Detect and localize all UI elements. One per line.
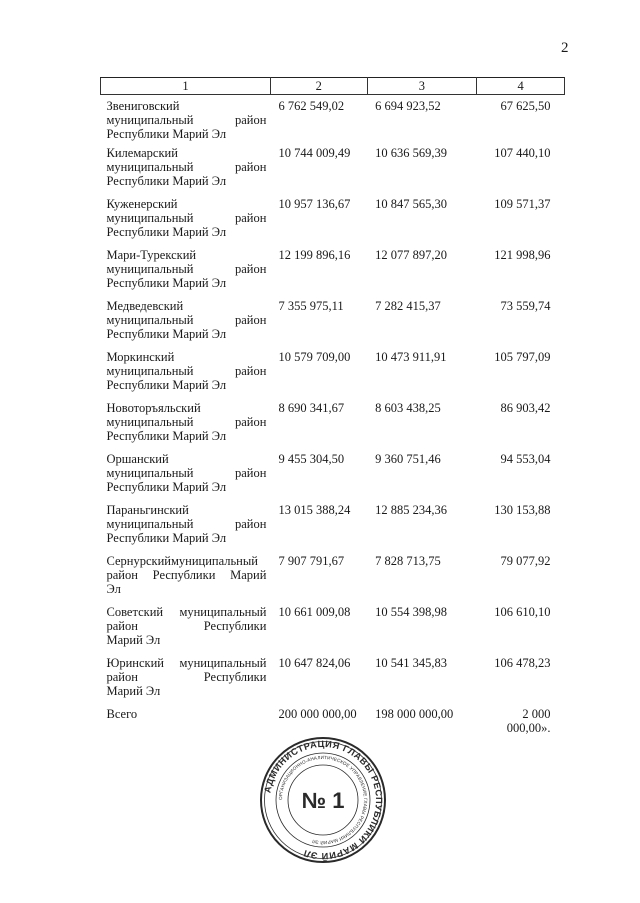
district-name-line: Республики Марий Эл — [106, 479, 227, 494]
amount-col3-cell: 12 077 897,20 — [375, 247, 447, 262]
district-name-line: муниципальный район — [106, 363, 267, 378]
amount-col2-cell: 10 647 824,06 — [278, 655, 351, 670]
amount-col4-cell: 107 440,10 — [494, 145, 551, 160]
district-name-line: муниципальный район — [106, 516, 267, 531]
total-col2: 200 000 000,00 — [278, 706, 357, 721]
amount-col3-cell: 10 636 569,39 — [375, 145, 447, 160]
table-row — [101, 197, 565, 248]
amount-col4-cell: 73 559,74 — [500, 298, 551, 313]
district-name-line: Килемарский — [106, 145, 178, 160]
total-row — [101, 707, 565, 735]
district-name-line: Параньгинский — [106, 502, 189, 517]
district-name-line: район Республики — [106, 669, 267, 684]
amount-col4-cell: 94 553,04 — [500, 451, 551, 466]
amount-col2-cell: 7 355 975,11 — [278, 298, 344, 313]
district-name-line: муниципальный район — [106, 159, 267, 174]
amount-col3-cell: 8 603 438,25 — [375, 400, 441, 415]
seal-inner-text: ОРГАНИЗАЦИОННО-АНАЛИТИЧЕСКОЕ УПРАВЛЕНИЕ ГЛАВЫ РЕСПУБЛИКИ МАРИЙ ЭЛ — [277, 754, 369, 846]
amount-col2-cell: 6 762 549,02 — [278, 99, 345, 113]
table-row — [101, 350, 565, 401]
official-seal — [258, 735, 388, 865]
amount-col3-cell: 10 473 911,91 — [375, 349, 447, 364]
table-row — [101, 605, 565, 656]
district-name-line: муниципальный район — [106, 113, 267, 127]
district-name-line: Республики Марий Эл — [106, 127, 227, 141]
district-name-line: муниципальный район — [106, 414, 267, 429]
district-name-line: Куженерский — [106, 196, 178, 211]
district-name-line: Марий Эл — [106, 632, 161, 647]
table-row — [101, 299, 565, 350]
table-row — [101, 656, 565, 707]
column-header: 4 — [477, 78, 565, 95]
amount-col3-cell: 6 694 923,52 — [375, 99, 441, 113]
amount-col2-cell: 7 907 791,67 — [278, 553, 345, 568]
amount-col4-cell: 109 571,37 — [494, 196, 551, 211]
column-header: 2 — [270, 78, 367, 95]
amount-col4-cell: 106 478,23 — [494, 655, 551, 670]
table-row — [101, 554, 565, 605]
amount-col3-cell: 12 885 234,36 — [375, 502, 447, 517]
amount-col2-cell: 10 957 136,67 — [278, 196, 351, 211]
seal-outer-text: АДМИНИСТРАЦИЯ ГЛАВЫ РЕСПУБЛИКИ МАРИЙ ЭЛ — [262, 738, 385, 862]
district-name-cell — [101, 554, 271, 605]
table-row — [101, 452, 565, 503]
table-body — [101, 95, 565, 735]
column-header: 3 — [367, 78, 477, 95]
district-name-line: Моркинский — [106, 349, 175, 364]
district-name-line: Марий Эл — [106, 683, 161, 698]
district-name-cell — [101, 452, 271, 503]
amount-col4-cell: 106 610,10 — [494, 604, 551, 619]
district-name-line: Звениговский — [106, 99, 180, 113]
amount-col2-cell: 9 455 304,50 — [278, 451, 345, 466]
district-name-line: Республики Марий Эл — [106, 224, 227, 239]
district-name-line: Республики Марий Эл — [106, 428, 227, 443]
district-name-line: муниципальный район — [106, 312, 267, 327]
district-name-line: Республики Марий Эл — [106, 530, 227, 545]
district-name-line: Республики Марий Эл — [106, 377, 227, 392]
district-name-line: Медведевский — [106, 298, 184, 313]
total-col4: 2 000 000,00». — [506, 706, 551, 735]
seal-number: № 1 — [301, 788, 345, 813]
table-row — [101, 503, 565, 554]
district-name-line: Мари-Турекский — [106, 247, 197, 262]
district-name-line: Эл — [106, 581, 121, 596]
district-name-cell — [101, 197, 271, 248]
amount-col2-cell: 10 661 009,08 — [278, 604, 351, 619]
amount-col3-cell: 10 541 345,83 — [375, 655, 447, 670]
page-number: 2 — [561, 40, 569, 56]
district-name-line: Новоторъяльский — [106, 400, 201, 415]
district-name-cell — [101, 146, 271, 197]
table-row — [101, 95, 565, 146]
amount-col2-cell: 10 579 709,00 — [278, 349, 351, 364]
district-name-cell — [101, 503, 271, 554]
district-name-cell — [101, 248, 271, 299]
district-name-line: муниципальный район — [106, 261, 267, 276]
district-name-line: Республики Марий Эл — [106, 173, 227, 188]
amount-col4-cell: 79 077,92 — [500, 553, 551, 568]
amount-col2-cell: 12 199 896,16 — [278, 247, 351, 262]
district-name-line: Сернурскиймуниципальный — [106, 553, 258, 568]
district-name-cell — [101, 95, 271, 146]
district-name-line: Юринский муниципальный — [106, 655, 267, 670]
amount-col3-cell: 10 847 565,30 — [375, 196, 447, 211]
district-name-line: Республики Марий Эл — [106, 326, 227, 341]
column-header: 1 — [101, 78, 271, 95]
total-col3: 198 000 000,00 — [375, 706, 454, 721]
amount-col4-cell: 67 625,50 — [500, 99, 551, 113]
table-header-row — [101, 78, 565, 95]
distribution-table — [100, 77, 565, 735]
amount-col3-cell: 10 554 398,98 — [375, 604, 447, 619]
amount-col2-cell: 10 744 009,49 — [278, 145, 351, 160]
district-name-cell — [101, 656, 271, 707]
district-name-line: Оршанский — [106, 451, 169, 466]
district-name-line: Советский муниципальный — [106, 604, 267, 619]
table-row — [101, 248, 565, 299]
amount-col3-cell: 9 360 751,46 — [375, 451, 441, 466]
district-name-cell — [101, 350, 271, 401]
amount-col3-cell: 7 282 415,37 — [375, 298, 441, 313]
amount-col3-cell: 7 828 713,75 — [375, 553, 441, 568]
amount-col4-cell: 130 153,88 — [494, 502, 551, 517]
district-name-line: муниципальный район — [106, 465, 267, 480]
amount-col2-cell: 8 690 341,67 — [278, 400, 345, 415]
district-name-line: район Республики — [106, 618, 267, 633]
amount-col2-cell: 13 015 388,24 — [278, 502, 351, 517]
table-row — [101, 146, 565, 197]
district-name-line: Республики Марий Эл — [106, 275, 227, 290]
total-label: Всего — [106, 706, 138, 721]
amount-col4-cell: 86 903,42 — [500, 400, 551, 415]
district-name-cell — [101, 299, 271, 350]
amount-col4-cell: 105 797,09 — [494, 349, 551, 364]
district-name-line: район Республики Марий — [106, 567, 267, 582]
amount-col4-cell: 121 998,96 — [494, 247, 551, 262]
district-name-line: муниципальный район — [106, 210, 267, 225]
table-row — [101, 401, 565, 452]
district-name-cell — [101, 605, 271, 656]
district-name-cell — [101, 401, 271, 452]
